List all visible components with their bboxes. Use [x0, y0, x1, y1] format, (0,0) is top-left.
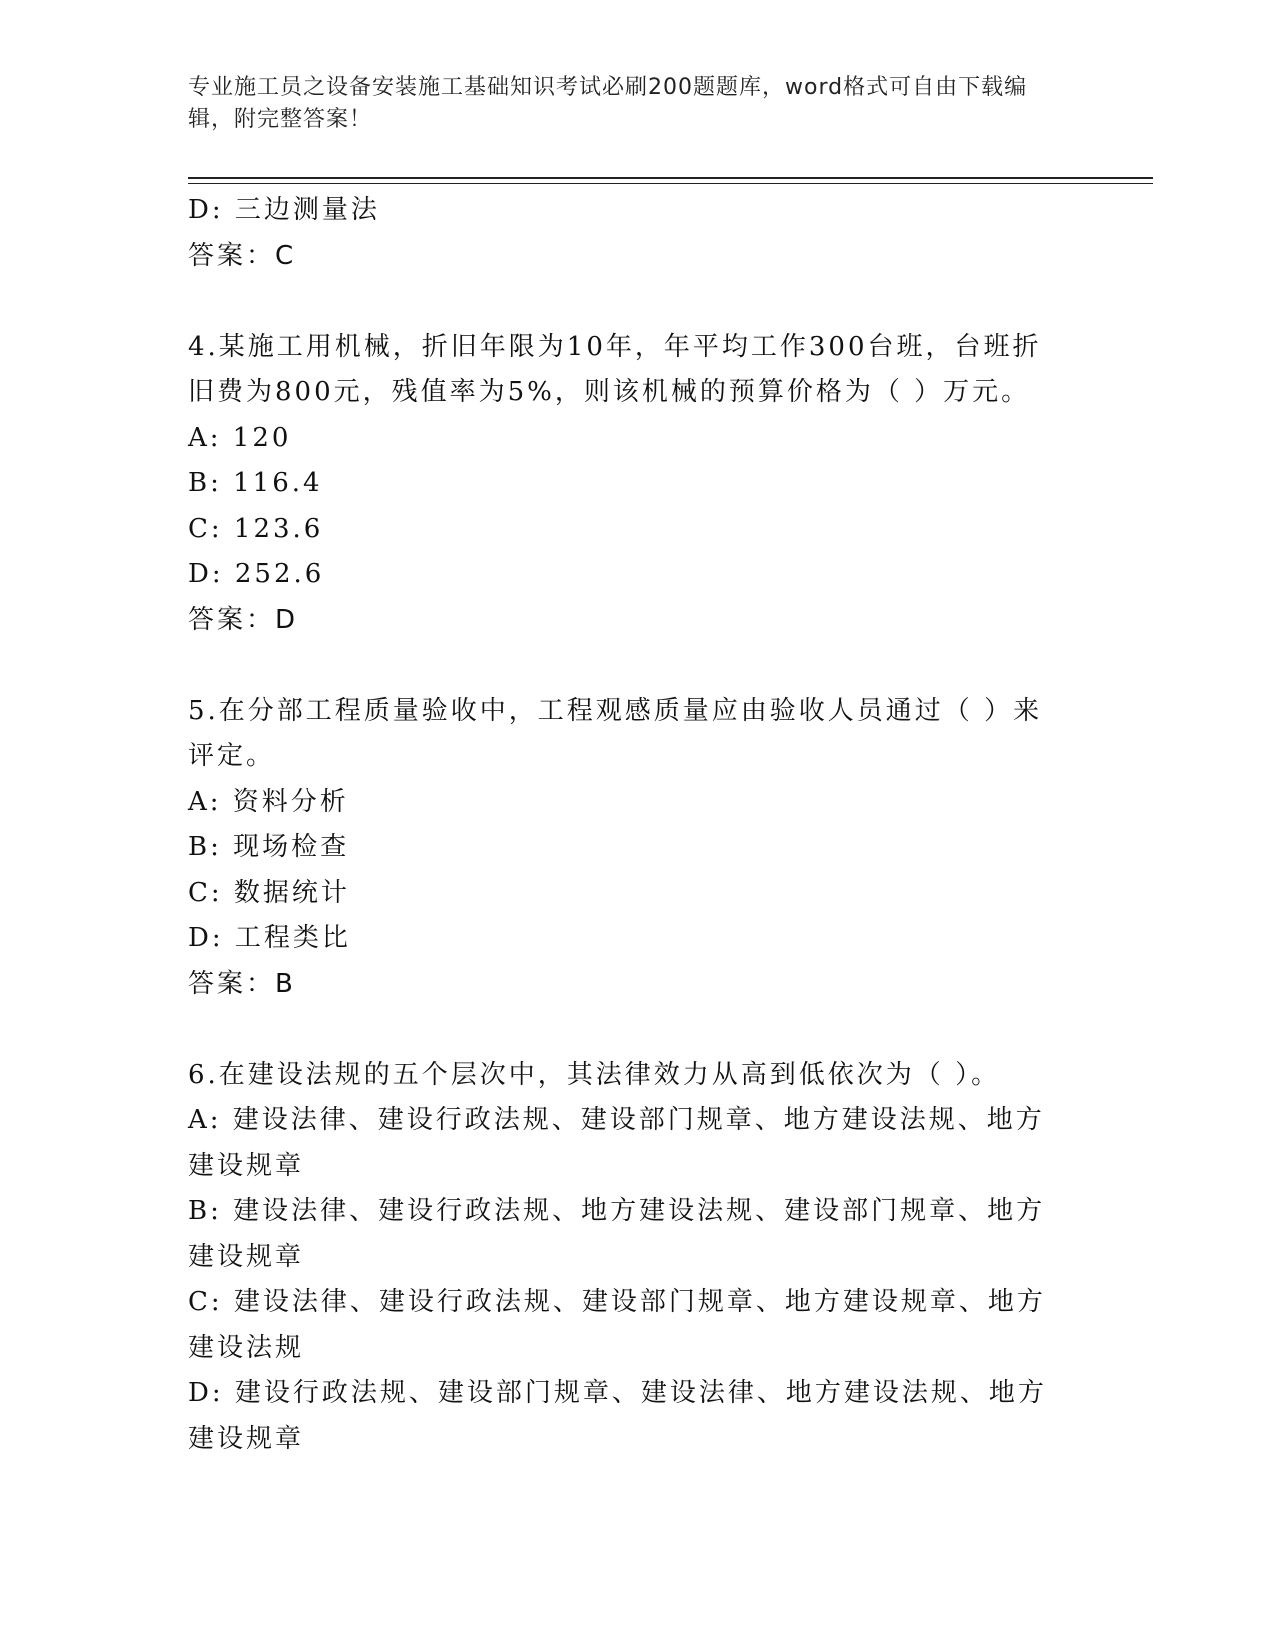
option-line: A: 120 — [188, 422, 292, 453]
option-line: A: 建设法律、建设行政法规、建设部门规章、地方建设法规、地方建设规章 — [188, 1105, 1045, 1181]
spacer — [188, 279, 1068, 325]
option-line: C: 123.6 — [188, 513, 324, 544]
option-line: D: 工程类比 — [188, 923, 351, 953]
document-header: 专业施工员之设备安装施工基础知识考试必刷200题题库，word格式可自由下载编辑，附完整答案！ — [188, 75, 1028, 132]
option-line: B: 116.4 — [188, 468, 323, 498]
question-text: 5.在分部工程质量验收中，工程观感质量应由验收人员通过（ ）来评定。 — [188, 695, 1043, 771]
option-line: D: 建设行政法规、建设部门规章、建设法律、地方建设法规、地方建设规章 — [188, 1378, 1047, 1454]
option-line: B: 现场检查 — [188, 832, 350, 862]
question-content — [188, 188, 1068, 1462]
answer-line: 答案：B — [188, 968, 296, 999]
option-line: D: 252.6 — [188, 559, 325, 589]
header-rule-thin — [188, 183, 1153, 184]
answer-line: 答案：D — [188, 604, 299, 635]
option-line: A: 资料分析 — [188, 786, 349, 817]
answer-line: 答案：C — [188, 240, 297, 271]
spacer — [188, 643, 1068, 689]
option-line: C: 数据统计 — [188, 877, 350, 908]
option-line: B: 建设法律、建设行政法规、地方建设法规、建设部门规章、地方建设规章 — [188, 1196, 1046, 1272]
header-rule-thick — [188, 177, 1153, 179]
option-line: D: 三边测量法 — [188, 195, 380, 225]
spacer — [188, 1007, 1068, 1053]
option-line: C: 建设法律、建设行政法规、建设部门规章、地方建设规章、地方建设法规 — [188, 1287, 1046, 1363]
question-text: 4.某施工用机械，折旧年限为10年，年平均工作300台班，台班折旧费为800元，残值率为5%，则该机械的预算价格为（ ）万元。 — [188, 331, 1042, 407]
question-text: 6.在建设法规的五个层次中，其法律效力从高到低依次为（ ）。 — [188, 1059, 1001, 1090]
